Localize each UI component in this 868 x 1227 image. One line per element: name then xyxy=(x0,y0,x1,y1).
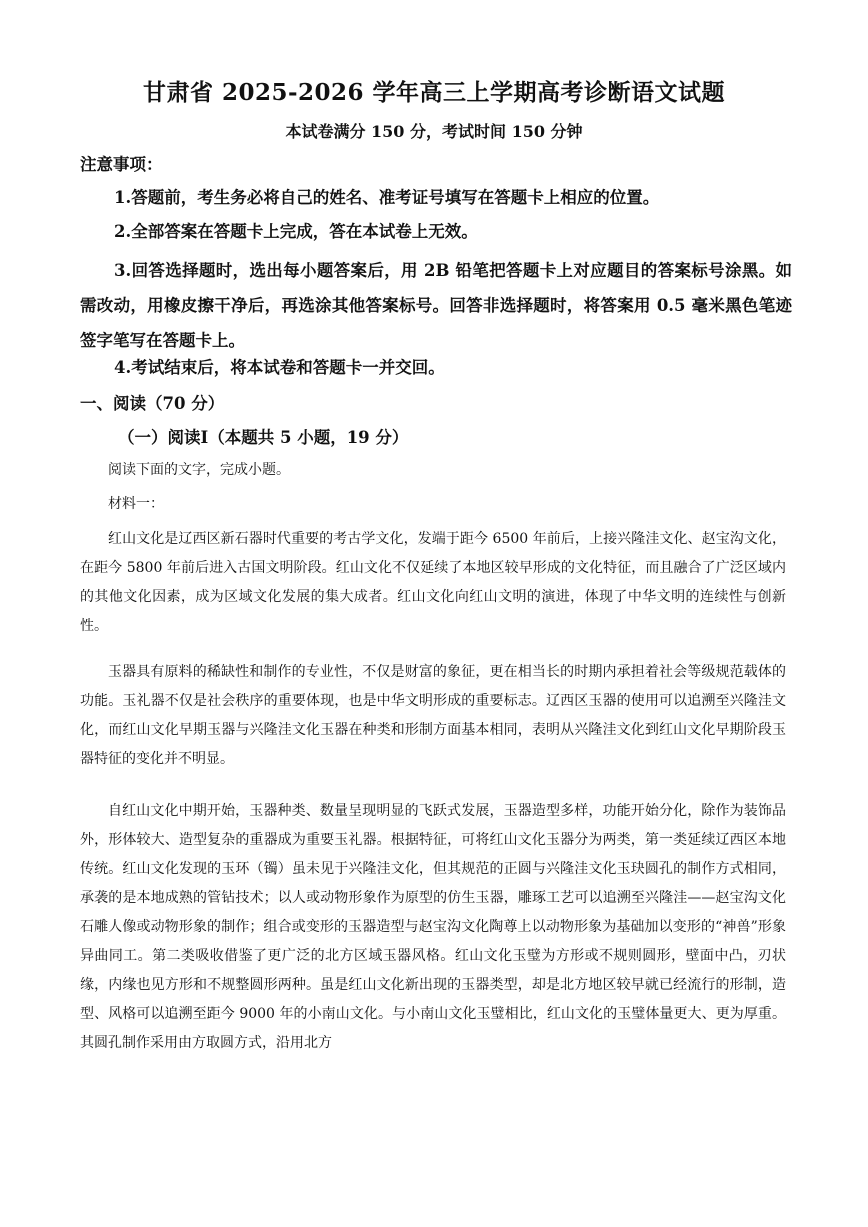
subsection-heading-reading-1: （一）阅读Ⅰ（本题共 5 小题，19 分） xyxy=(118,428,409,447)
material-label: 材料一： xyxy=(108,496,164,512)
exam-title: 甘肃省 2025-2026 学年高三上学期高考诊断语文试题 xyxy=(142,79,726,106)
reading-instruction: 阅读下面的文字，完成小题。 xyxy=(108,462,290,478)
section-heading-reading: 一、阅读（70 分） xyxy=(80,394,225,413)
notice-heading: 注意事项： xyxy=(80,155,163,174)
notice-item-4: 4.考试结束后，将本试卷和答题卡一并交回。 xyxy=(114,358,445,377)
notice-item-1: 1.答题前，考生务必将自己的姓名、准考证号填写在答题卡上相应的位置。 xyxy=(114,188,660,207)
paragraph: 红山文化是辽西区新石器时代重要的考古学文化，发端于距今 6500 年前后，上接兴隆洼文化、赵宝沟文化，在距今 5800 年前后进入古国文明阶段。红山文化不仅延续了本地区较早形成的文化特征，而且融合了广泛区域内的其他文化因素，成为区域文化发展的集大成者。红山文化向红山文明的演进，体现了中华文明的连续性与创新性。 xyxy=(80,531,786,634)
exam-subtitle: 本试卷满分 150 分，考试时间 150 分钟 xyxy=(285,122,583,141)
notice-item-3: 3.回答选择题时，选出每小题答案后，用 2B 铅笔把答题卡上对应题目的答案标号涂黑。如需改动，用橡皮擦干净后，再选涂其他答案标号。回答非选择题时，将答案用 0.5 毫米黑色笔迹签字笔写在答题卡上。 xyxy=(80,261,792,350)
notice-item-2: 2.全部答案在答题卡上完成，答在本试卷上无效。 xyxy=(114,222,478,241)
paragraph: 玉器具有原料的稀缺性和制作的专业性，不仅是财富的象征，更在相当长的时期内承担着社会等级规范载体的功能。玉礼器不仅是社会秩序的重要体现，也是中华文明形成的重要标志。辽西区玉器的使用可以追溯至兴隆洼文化，而红山文化早期玉器与兴隆洼文化玉器在种类和形制方面基本相同，表明从兴隆洼文化到红山文化早期阶段玉器特征的变化并不明显。 xyxy=(80,664,786,767)
paragraph: 自红山文化中期开始，玉器种类、数量呈现明显的飞跃式发展，玉器造型多样，功能开始分化，除作为装饰品外，形体较大、造型复杂的重器成为重要玉礼器。根据特征，可将红山文化玉器分为两类，第一类延续辽西区本地传统。红山文化发现的玉环（镯）虽未见于兴隆洼文化，但其规范的正圆与兴隆洼文化玉玦圆孔的制作方式相同，承袭的是本地成熟的管钻技术；以人或动物形象作为原型的仿生玉器，雕琢工艺可以追溯至兴隆洼——赵宝沟文化石雕人像或动物形象的制作；组合或变形的玉器造型与赵宝沟文化陶尊上以动物形象为基础加以变形的“神兽”形象异曲同工。第二类吸收借鉴了更广泛的北方区域玉器风格。红山文化玉璧为方形或不规则圆形，壁面中凸，刃状缘，内缘也见方形和不规整圆形两种。虽是红山文化新出现的玉器类型，却是北方地区较早就已经流行的形制，造型、风格可以追溯至距今 9000 年的小南山文化。与小南山文化玉璧相比，红山文化的玉璧体量更大、更为厚重。其圆孔制作采用由方取圆方式，沿用北方 xyxy=(80,803,786,1051)
